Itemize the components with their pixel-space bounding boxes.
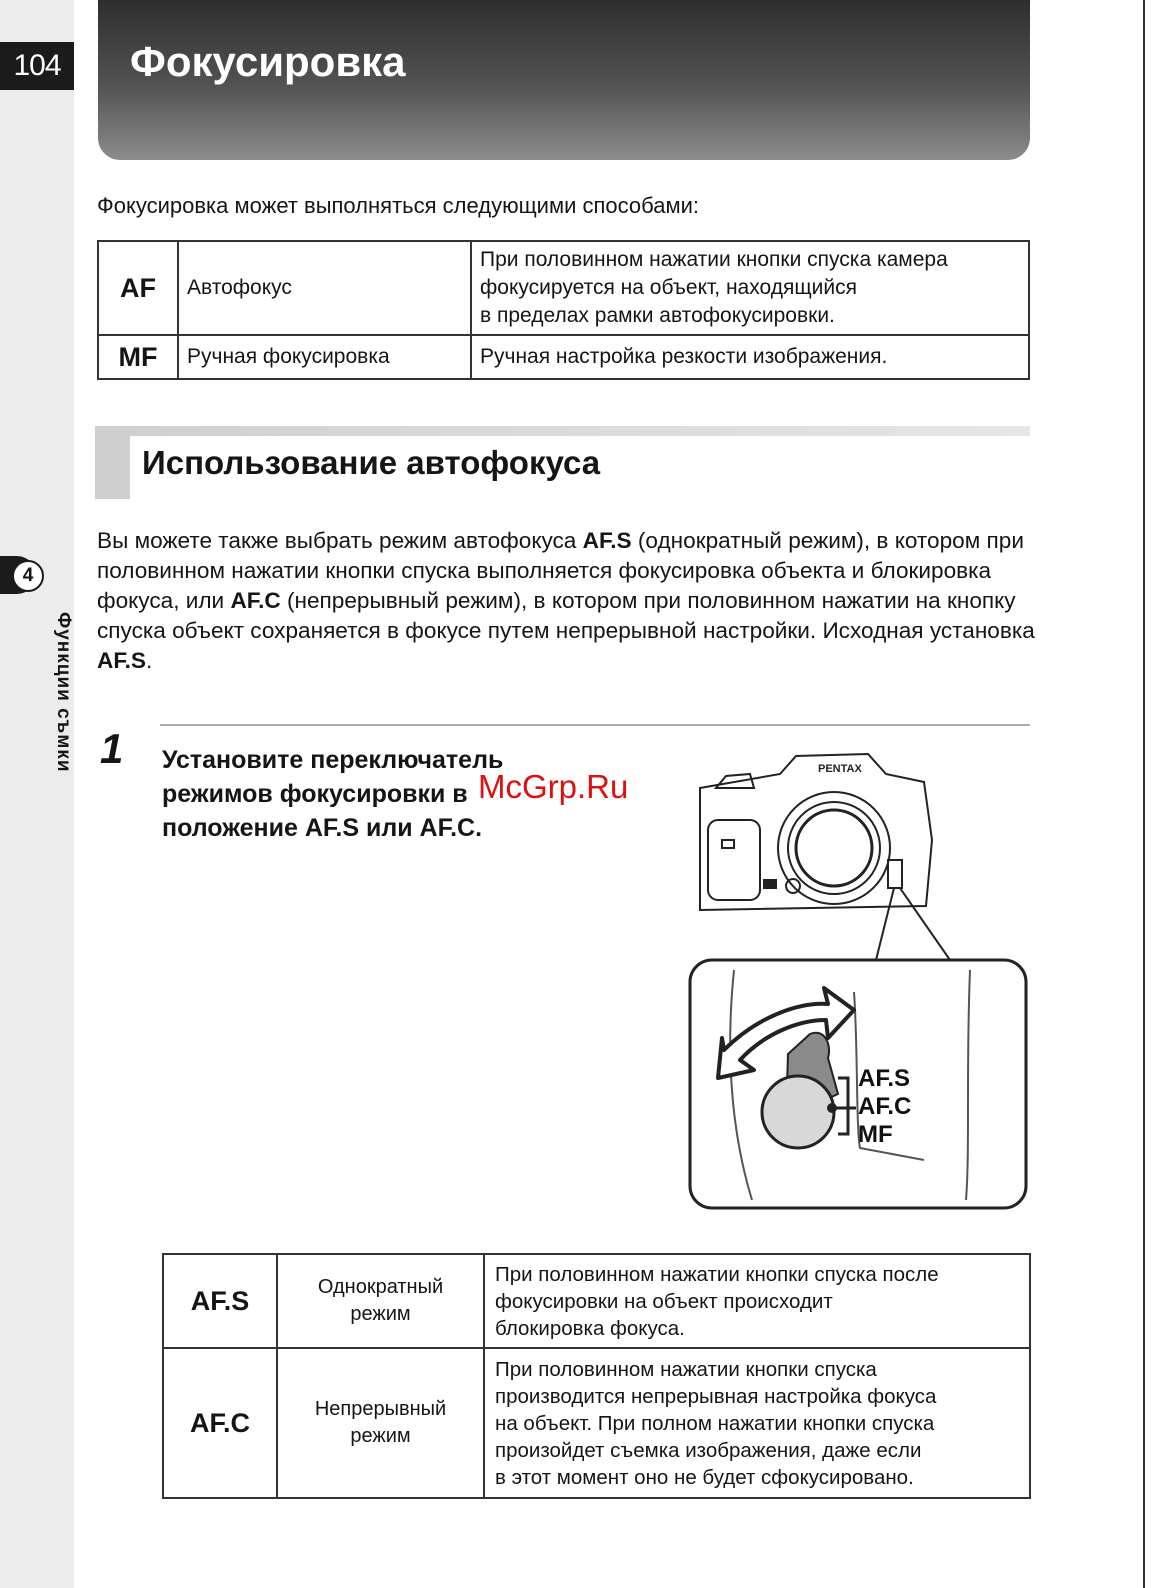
step-number: 1 — [100, 725, 124, 772]
body-bold: AF.S — [97, 648, 146, 673]
page-title: Фокусировка — [130, 38, 406, 85]
desc-line: фокусируется на объект, находящийся — [480, 276, 857, 299]
method-code: MF — [98, 335, 178, 379]
intro-text: Фокусировка может выполняться следующими способами: — [97, 193, 699, 218]
page-number: 104 — [0, 42, 74, 90]
mode-desc — [484, 1254, 1030, 1348]
mode-desc — [484, 1348, 1030, 1498]
chapter-number: 4 — [12, 560, 44, 592]
body-text: (непрерывный режим), в котором при половинном нажатии на кнопку спуска объект сохраняется в фокусе путем непрерывной настройки. Исходная установка — [97, 588, 1035, 643]
mode-code: AF.S — [163, 1254, 277, 1348]
table-row — [163, 1348, 1030, 1498]
desc-line: на объект. При полном нажатии кнопки спуска — [495, 1411, 935, 1435]
step-line: Установите переключатель — [162, 746, 504, 774]
step-line: положение AF.S или AF.C. — [162, 814, 483, 842]
section-title: Использование автофокуса — [142, 444, 601, 481]
method-desc — [471, 335, 1029, 379]
method-name: Ручная фокусировка — [178, 335, 471, 379]
desc-line: блокировка фокуса. — [495, 1316, 685, 1340]
section-marker — [95, 426, 130, 499]
name-line: Непрерывный — [314, 1398, 447, 1420]
method-code: AF — [98, 241, 178, 335]
page-edge — [1143, 0, 1145, 1588]
desc-line: При половинном нажатии кнопки спуска после — [495, 1262, 939, 1286]
watermark: McGrp.Ru — [478, 768, 629, 805]
chapter-label: Функции съмки — [53, 612, 74, 773]
brand-label: PENTAX — [818, 763, 862, 775]
desc-line: При половинном нажатии кнопки спуска — [495, 1357, 877, 1381]
desc-line: фокусировки на объект происходит — [495, 1289, 833, 1313]
name-line: Однократный — [317, 1276, 444, 1298]
switch-label-afs: AF.S — [858, 1065, 911, 1092]
body-text: Вы можете также выбрать режим автофокуса — [97, 528, 583, 553]
body-text: . — [145, 648, 153, 673]
section-body — [97, 526, 1037, 676]
desc-line: При половинном нажатии кнопки спуска камера — [480, 248, 948, 271]
desc-line: в пределах рамки автофокусировки. — [480, 304, 835, 327]
body-bold: AF.S — [582, 528, 632, 553]
camera-body-icon — [700, 754, 932, 910]
step-line: режимов фокусировки в — [162, 780, 468, 808]
step-divider — [160, 724, 1030, 726]
mode-name — [277, 1348, 484, 1498]
method-name: Автофокус — [178, 241, 471, 335]
name-line: режим — [350, 1425, 411, 1447]
section-bar — [95, 426, 1030, 436]
camera-illustration — [688, 748, 1033, 1218]
focus-methods-table — [97, 240, 1030, 380]
desc-line: производится непрерывная настройка фокуса — [495, 1384, 937, 1408]
mode-name — [277, 1254, 484, 1348]
switch-label-mf: MF — [858, 1121, 893, 1148]
af-modes-table — [162, 1253, 1031, 1499]
table-row — [163, 1254, 1030, 1348]
desc-line: в этот момент оно не будет сфокусировано. — [495, 1465, 914, 1489]
method-desc — [471, 241, 1029, 335]
mode-code: AF.C — [163, 1348, 277, 1498]
body-bold: AF.C — [230, 588, 281, 613]
name-line: режим — [350, 1303, 411, 1325]
desc-line: Ручная настройка резкости изображения. — [480, 345, 888, 368]
side-strip — [0, 0, 74, 1588]
switch-label-afc: AF.C — [858, 1093, 912, 1120]
desc-line: произойдет съемка изображения, даже если — [495, 1438, 922, 1462]
table-row — [98, 241, 1029, 335]
body-text: (однократный режим), в котором при половинном нажатии кнопки спуска выполняется фокусировка объекта и блокировка фокуса, или — [97, 528, 1024, 613]
table-row — [98, 335, 1029, 379]
